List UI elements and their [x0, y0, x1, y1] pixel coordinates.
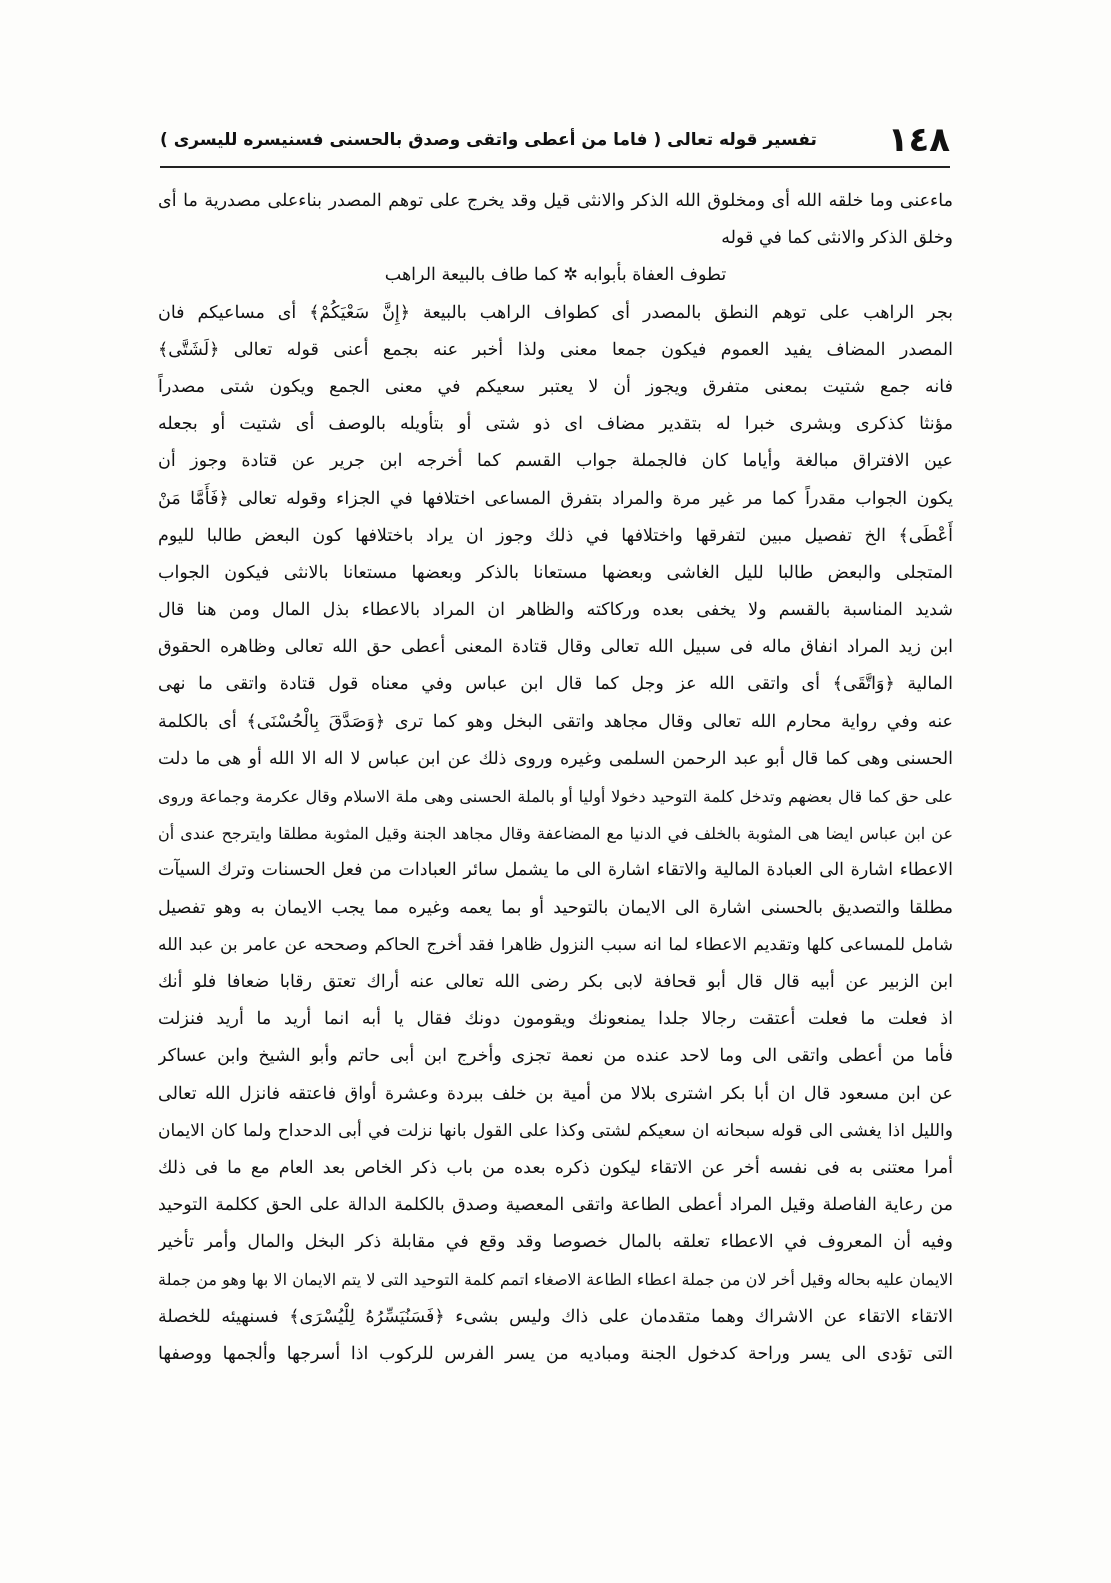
text-line: الاتقاء الاتقاء عن الاشراك وهما متقدمان على ذاك وليس بشىء ﴿فَسَنُيَسِّرُهُ لِلْيُسْرَى﴾ فسنهيئه للخصلة — [158, 1306, 953, 1327]
text-line: والليل اذا يغشى الى قوله سبحانه ان سعيكم لشتى وكذا على القول بانها نزلت في أبى الدحداح ولما كان الايمان — [158, 1120, 953, 1141]
text-line: على حق كما قال بعضهم وتدخل كلمة التوحيد دخولا أوليا أو بالملة الحسنى وهى ملة الاسلام وقال عكرمة وجماعة وروى — [158, 787, 953, 806]
text-line: عين الافتراق مبالغة وأياما كان فالجملة جواب القسم كما أخرجه ابن جرير عن قتادة وجوز أن — [158, 451, 953, 472]
text-line: الحسنى وهى كما قال أبو عبد الرحمن السلمى وغيره وروى ذلك عن ابن عباس لا اله الا الله أو هى ما دلت — [158, 748, 953, 769]
verse-line: تطوف العفاة بأبوابه ✲ كما طاف بالبيعة الراهب — [384, 265, 727, 286]
text-line: بجر الراهب على توهم النطق بالمصدر أى كطواف الراهب بالبيعة ﴿إِنَّ سَعْيَكُمْ﴾ أى مساعيكم فان — [158, 302, 953, 323]
text-line: المصدر المضاف يفيد العموم فيكون جمعا معنى ولذا أخبر عنه بجمع أعنى قوله تعالى ﴿لَشَتَّى﴾ — [158, 339, 953, 360]
text-line: ابن الزبير عن أبيه قال قال أبو قحافة لابى بكر رضى الله تعالى عنه أراك تعتق رقابا ضعافا فلو أنك — [158, 971, 953, 992]
body-text — [158, 183, 953, 1373]
text-line: مطلقا والتصديق بالحسنى اشارة الى الايمان بالتوحيد أو بما يعمه وغيره مما يجب الايمان به وهو تفصيل — [158, 897, 953, 918]
text-line: فأما من أعطى واتقى الى وما لاحد عنده من نعمة تجزى وأخرج ابن أبى حاتم وأبو الشيخ وابن عساكر — [158, 1046, 953, 1067]
page-header — [160, 118, 950, 168]
text-line: أَعْطَى﴾ الخ تفصيل مبين لتفرقها واختلافها في ذلك وجوز ان يراد باختلافها كون البعض طالبا لليوم — [158, 525, 953, 546]
text-line: مؤنثا كذكرى وبشرى خبرا له بتقدير مضاف اى ذو شتى أو بتأويله بالوصف أى شتيت أو بجعله — [158, 414, 953, 435]
text-line: ابن زيد المراد انفاق ماله فى سبيل الله تعالى وقال قتادة المعنى أعطى حق الله تعالى وظاهره الحقوق — [158, 637, 953, 658]
text-line: عنه وفي رواية محارم الله تعالى وقال مجاهد واتقى البخل وهو كما ترى ﴿وَصَدَّقَ بِالْحُسْنَى﴾ أى بالكلمة — [158, 711, 953, 732]
text-line: شديد المناسبة بالقسم ولا يخفى بعده وركاكته والظاهر ان المراد بالاعطاء بذل المال ومن هنا قال — [158, 600, 953, 621]
text-line: الاعطاء اشارة الى العبادة المالية والاتقاء اشارة الى ما يشمل سائر العبادات من فعل الحسنات وترك السيآت — [158, 860, 953, 881]
text-line: شامل للمساعى كلها وتقديم الاعطاء لما انه سبب النزول ظاهرا فقد أخرج الحاكم وصححه عن عامر بن عبد الله — [158, 934, 953, 955]
page-number: ١٤٨ — [887, 120, 950, 160]
text-line: الايمان عليه بحاله وقيل أخر لان من جملة اعطاء الطاعة الاصغاء اتمم كلمة التوحيد التى لا يتم الايمان الا بها وهو من جملة — [158, 1270, 953, 1290]
text-line: التى تؤدى الى يسر وراحة كدخول الجنة ومباديه من يسر الفرس للركوب اذا أسرجها وألجمها ووصفها — [158, 1343, 953, 1364]
text-line: المالية ﴿وَاتَّقَى﴾ أى واتقى الله عز وجل كما قال ابن عباس وفي معناه قول قتادة واتقى ما نهى — [158, 674, 953, 695]
text-line: عن ابن مسعود قال ان أبا بكر اشترى بلالا من أمية بن خلف ببردة وعشرة أواق فاعتقه فانزل الله تعالى — [158, 1083, 953, 1104]
text-line: وفيه أن المعروف في الاعطاء تعلقه بالمال خصوصا وقد وقع في مقابلة ذكر البخل والمال وأمر تأخير — [158, 1232, 953, 1253]
text-line: اذ فعلت ما فعلت أعتقت رجالا جلدا يمنعونك ويقومون دونك فقال يا أبه انما أريد ما أريد فنزلت — [158, 1009, 953, 1030]
running-title: تفسير قوله تعالى ( فاما من أعطى واتقى وصدق بالحسنى فسنيسره لليسرى ) — [160, 130, 817, 150]
text-line: وخلق الذكر والانثى كما في قوله — [721, 228, 953, 249]
text-line: أمرا معتنى به فى نفسه أخر عن الاتقاء ليكون ذكره بعده من باب ذكر الخاص بعد العام مع ما فى ذلك — [158, 1157, 953, 1178]
header-divider — [160, 166, 950, 168]
text-line: يكون الجواب مقدراً كما مر غير مرة والمراد بتفرق المساعى اختلافها في الجزاء وقوله تعالى ﴿فَأَمَّا مَنْ — [158, 488, 953, 509]
text-line: ماءعنى وما خلقه الله أى ومخلوق الله الذكر والانثى قيل وقد يخرج على توهم المصدر بناءعلى مصدرية ما أى — [158, 191, 953, 211]
text-line: من رعاية الفاصلة وقيل المراد أعطى الطاعة واتقى المعصية وصدق بالكلمة الدالة على الحق ككلمة التوحيد — [158, 1195, 953, 1216]
text-line: عن ابن عباس ايضا هى المثوبة بالخلف في الدنيا مع المضاعفة وقال مجاهد الجنة وقيل المثوبة مطلقا وايترجح عندى أن — [158, 824, 953, 844]
text-line: فانه جمع شتيت بمعنى متفرق ويجوز أن لا يعتبر سعيكم في معنى الجمع ويكون شتى مصدراً — [158, 376, 953, 397]
text-line: المتجلى والبعض طالبا لليل الغاشى وبعضها مستعانا بالذكر وبعضها مستعانا بالانثى فيكون الجواب — [158, 562, 953, 583]
